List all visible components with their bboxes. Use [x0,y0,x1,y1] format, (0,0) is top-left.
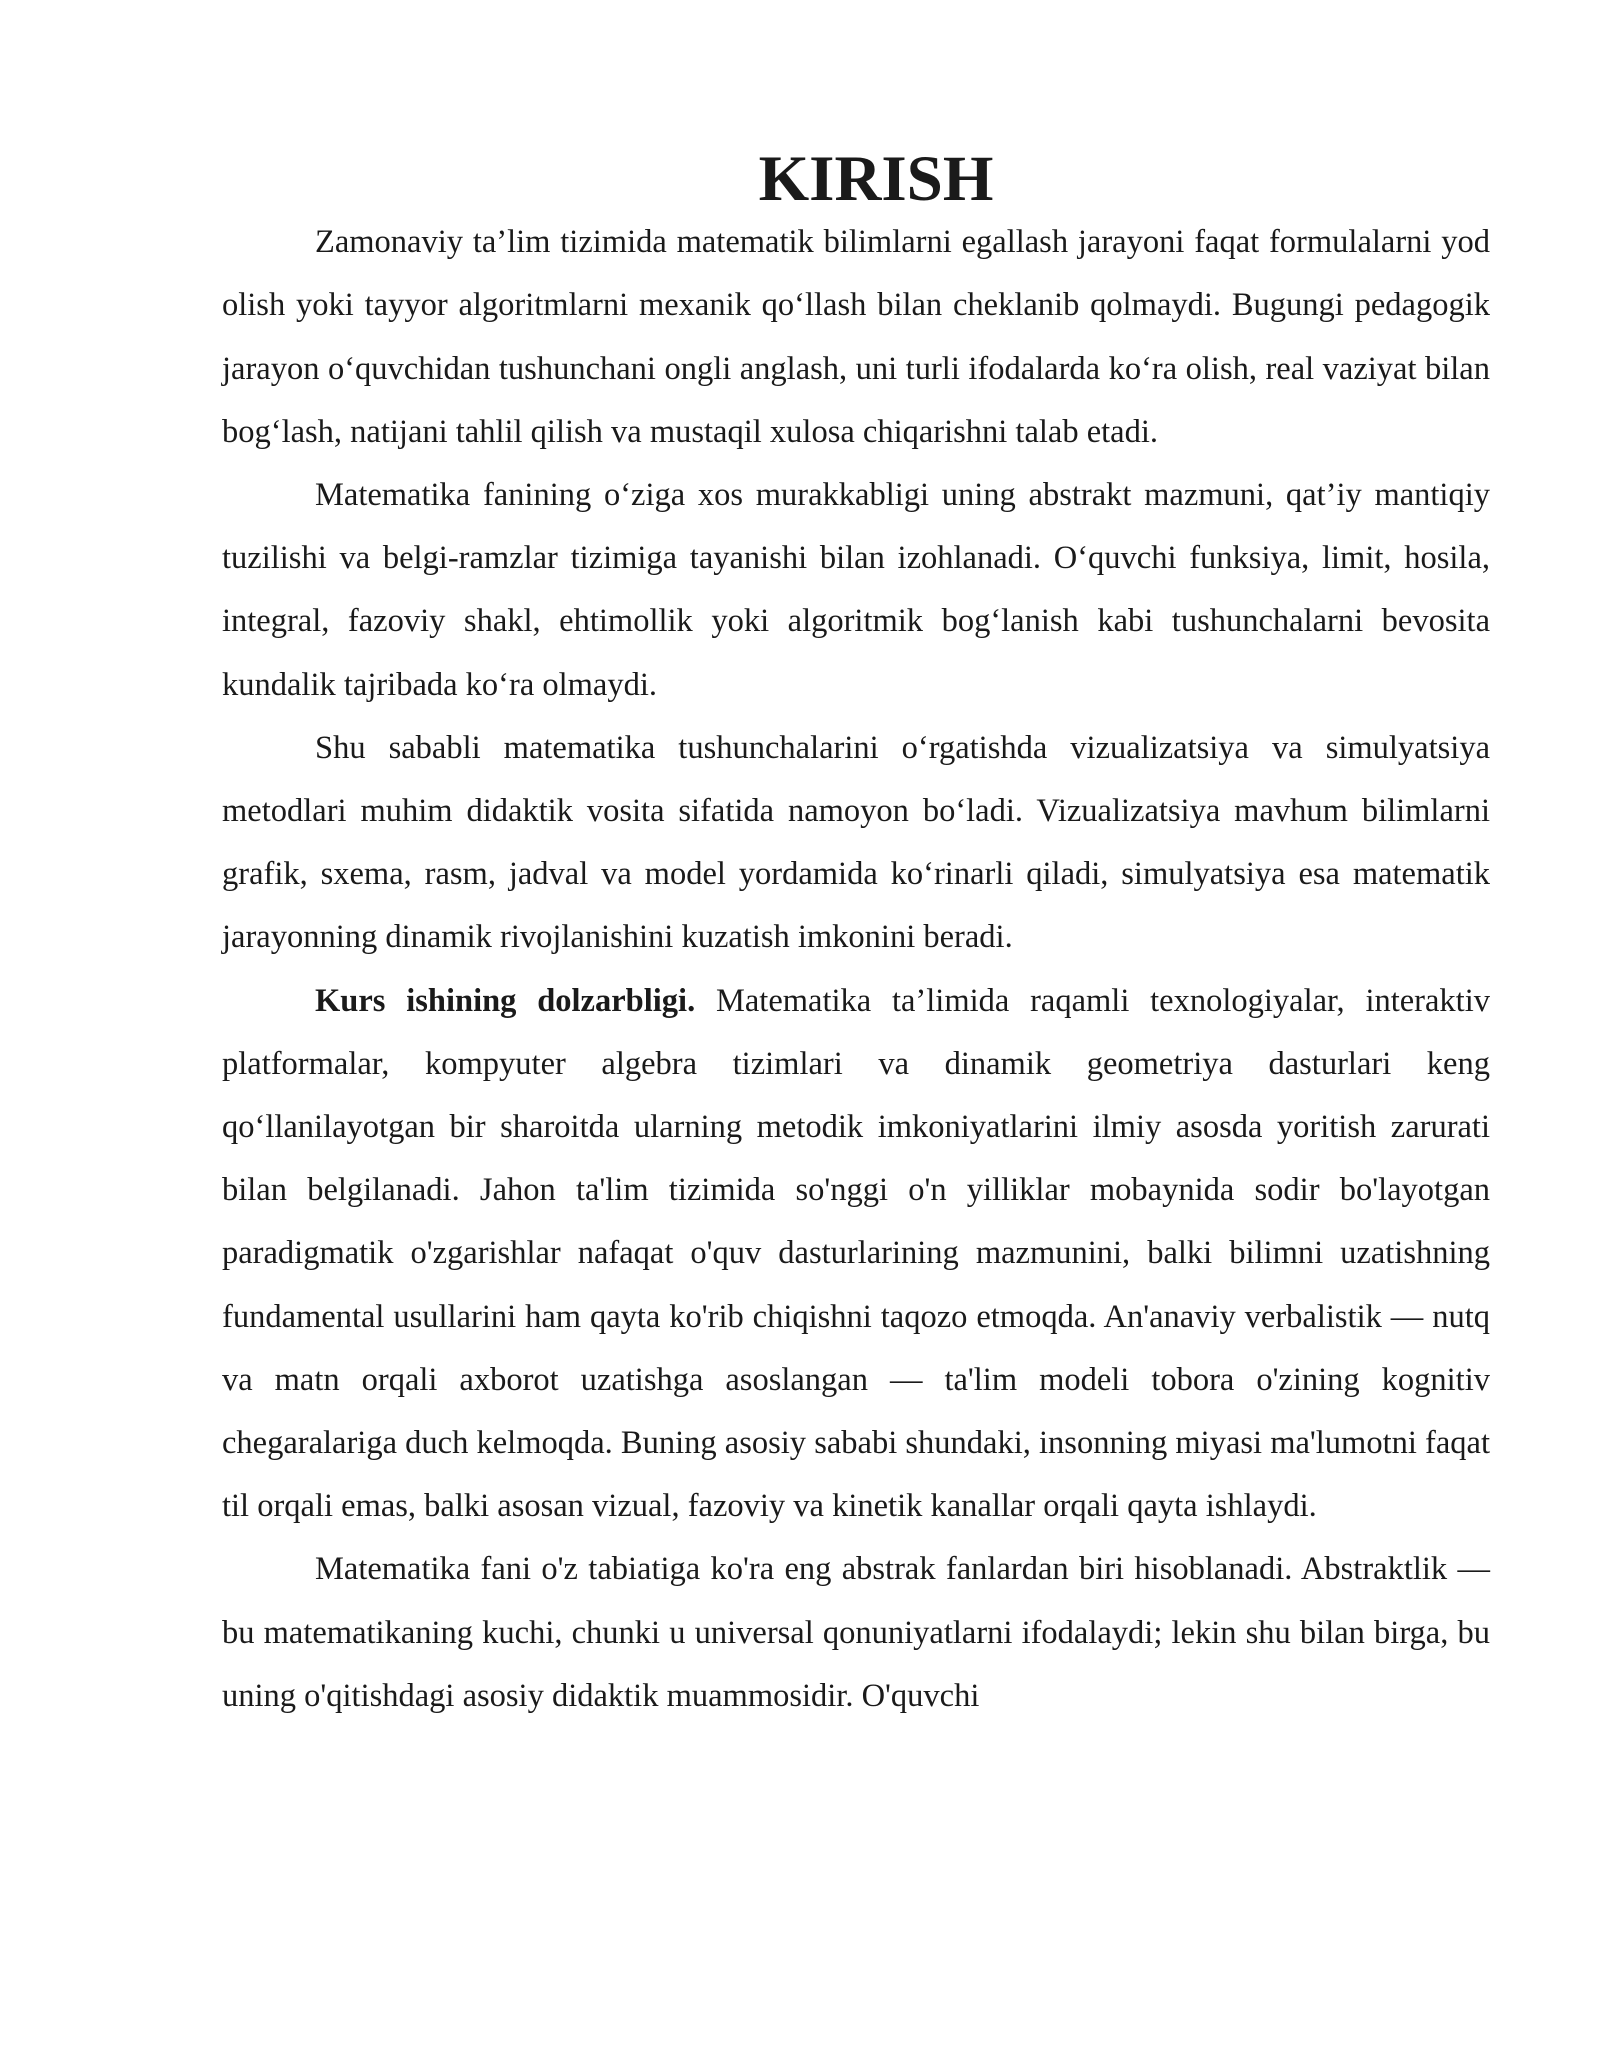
paragraph-4 [222,970,1490,1539]
paragraph-text: Matematika fani o'z tabiatiga ko'ra eng abstrak fanlardan biri hisoblanadi. Abstraktlik — bu matematikaning kuchi, chunki u universal qonuniyatlarni ifodalaydi; lekin shu bilan birga, bu uning o'qitishdagi asosiy didaktik muammosidir. O'quvchi [222,1551,1490,1714]
paragraph-text: Zamonaviy ta’lim tizimida matematik bilimlarni egallash jarayoni faqat formulalarni yod olish yoki tayyor algoritmlarni mexanik qo‘llash bilan cheklanib qolmaydi. Bugungi pedagogik jarayon o‘quvchidan tushunchani ongli anglash, uni turli ifodalarda ko‘ra olish, real vaziyat bilan bog‘lash, natijani tahlil qilish va mustaqil xulosa chiqarishni talab etadi. [222,224,1490,450]
paragraph-text: Shu sababli matematika tushunchalarini o‘rgatishda vizualizatsiya va simulyatsiya metodlari muhim didaktik vosita sifatida namoyon bo‘ladi. Vizualizatsiya mavhum bilimlarni grafik, sxema, rasm, jadval va model yordamida ko‘rinarli qiladi, simulyatsiya esa matematik jarayonning dinamik rivojlanishini kuzatish imkonini beradi. [222,729,1490,956]
paragraph-text: Matematika ta’limida raqamli texnologiyalar, interaktiv platformalar, kompyuter algebra tizimlari va dinamik geometriya dasturlari keng qo‘llanilayotgan bir sharoitda ularning metodik imkoniyatlarini ilmiy asosda yoritish zarurati bilan belgilanadi. Jahon ta'lim tizimida so'nggi o'n yilliklar mobaynida sodir bo'layotgan paradigmatik o'zgarishlar nafaqat o'quv dasturlarining mazmunini, balki bilimni uzatishning fundamental usullarini ham qayta ko'rib chiqishni taqozo etmoqda. An'anaviy verbalistik — nutq va matn orqali axborot uzatishga asoslangan — ta'lim modeli tobora o'zining kognitiv chegaralariga duch kelmoqda. Buning asosiy sababi shundaki, insonning miyasi ma'lumotni faqat til orqali emas, balki asosan vizual, fazoviy va kinetik kanallar orqali qayta ishlaydi. [222,982,1490,1525]
paragraph-text: Matematika fanining o‘ziga xos murakkabligi uning abstrakt mazmuni, qat’iy mantiqiy tuzilishi va belgi-ramzlar tizimiga tayanishi bilan izohlanadi. O‘quvchi funksiya, limit, hosila, integral, fazoviy shakl, ehtimollik yoki algoritmik bog‘lanish kabi tushunchalarni bevosita kundalik tajribada ko‘ra olmaydi. [222,477,1490,703]
document-page [222,143,1490,1728]
paragraph-5 [222,1538,1490,1728]
page-title: KIRISH [758,143,994,215]
paragraph-1 [222,211,1490,464]
paragraph-3 [222,717,1490,970]
paragraph-2 [222,464,1490,717]
section-heading-relevance: Kurs ishining dolzarbligi. [315,982,696,1019]
